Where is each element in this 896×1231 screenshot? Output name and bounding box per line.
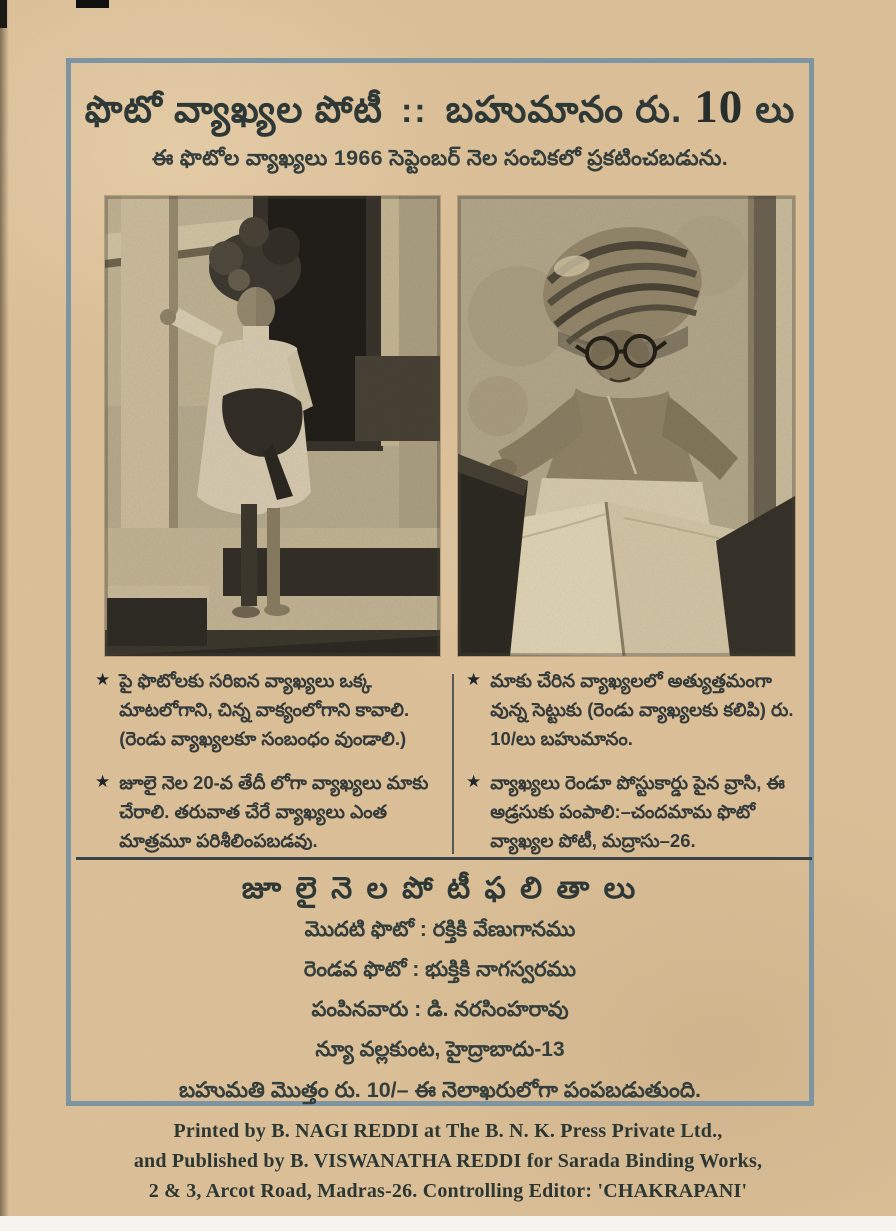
rule-text: వ్యాఖ్యలు రెండూ పోస్టుకార్డు పైన వ్రాసి, ఈ అడ్రసుకు పంపాలి:–చందమామ ఫొటో వ్యాఖ్యల పోటీ, మద్రాసు–26. (490, 771, 785, 852)
printer-credits (76, 1116, 820, 1206)
title-separator: :: (400, 92, 428, 130)
contest-photo-second (458, 196, 795, 656)
star-icon: ★ (466, 670, 482, 689)
credit-line: 2 & 3, Arcot Road, Madras-26. Controlling Editor: 'CHAKRAPANI' (148, 1180, 748, 1202)
scan-bottom-edge (0, 1216, 896, 1231)
rule-text: పై ఫొటోలకు సరిఐన వ్యాఖ్యలు ఒక్క మాటలోగాని, చిన్న వాక్యంలోగాని కావాలి. (రెండు వ్యాఖ్యలకూ సంబంధం వుండాలి.) (119, 670, 410, 750)
result-winner-name: పంపినవారు : డి. నరసింహరావు (311, 998, 569, 1021)
contest-photo-first (105, 196, 440, 656)
scan-notch (76, 0, 109, 8)
scan-corner-mark (0, 0, 7, 28)
rules-column-divider (452, 674, 454, 854)
credit-line: Printed by B. NAGI REDDI at The B. N. K. Press Private Ltd., (173, 1120, 723, 1142)
star-icon: ★ (95, 670, 111, 689)
rules-column-left (95, 666, 445, 869)
contest-subtitle: ఈ ఫొటోల వ్యాఖ్యలు 1966 సెప్టెంబర్ నెల సంచికలో ప్రకటించబడును. (151, 146, 729, 170)
section-divider (76, 857, 812, 860)
rule-item (466, 768, 810, 856)
rule-item (95, 768, 445, 856)
contest-title (76, 81, 804, 140)
rule-item (95, 666, 445, 754)
credit-line: and Published by B. VISWANATHA REDDI for Sarada Binding Works, (133, 1150, 763, 1172)
photo-first-illustration (105, 196, 440, 656)
prize-suffix: లు (755, 89, 796, 130)
result-first-photo: మొదటి ఫొటో : రక్తికి వేణుగానము (304, 918, 576, 941)
result-second-photo: రెండవ ఫొటో : భుక్తికి నాగస్వరము (303, 958, 577, 981)
rule-text: మాకు చేరిన వ్యాఖ్యలలో అత్యుత్తమంగా వున్న సెట్టుకు (రెండు వ్యాఖ్యలకు కలిపి) రు. 10/లు బహుమానం. (490, 670, 794, 750)
results-heading: జూ లై నె ల పో టీ ఫ లి తా లు (241, 872, 639, 905)
results-list (76, 918, 804, 1108)
contest-title-main: ఫొటో వ్యాఖ్యల పోటీ (84, 89, 383, 130)
photo-second-illustration (458, 196, 795, 656)
result-prize-note: బహుమతి మొత్తం రు. 10/– ఈ నెలాఖరులోగా పంపబడుతుంది. (178, 1078, 702, 1102)
prize-label: బహుమానం రు. (445, 89, 683, 130)
result-winner-address: న్యూ వల్లకుంట, హైద్రాబాదు-13 (315, 1038, 565, 1061)
star-icon: ★ (95, 771, 111, 791)
rule-item (466, 666, 810, 754)
prize-amount: 10 (694, 81, 744, 133)
prize-announcement (445, 81, 796, 140)
rules-column-right (466, 666, 810, 869)
scan-edge-shadow (0, 0, 9, 1216)
star-icon: ★ (466, 771, 482, 791)
rule-text: జూలై నెల 20-వ తేదీ లోగా వ్యాఖ్యలు మాకు చేరాలి. తరువాత చేరే వ్యాఖ్యలు ఎంత మాత్రమూ పరిశీలింపబడవు. (119, 771, 429, 852)
